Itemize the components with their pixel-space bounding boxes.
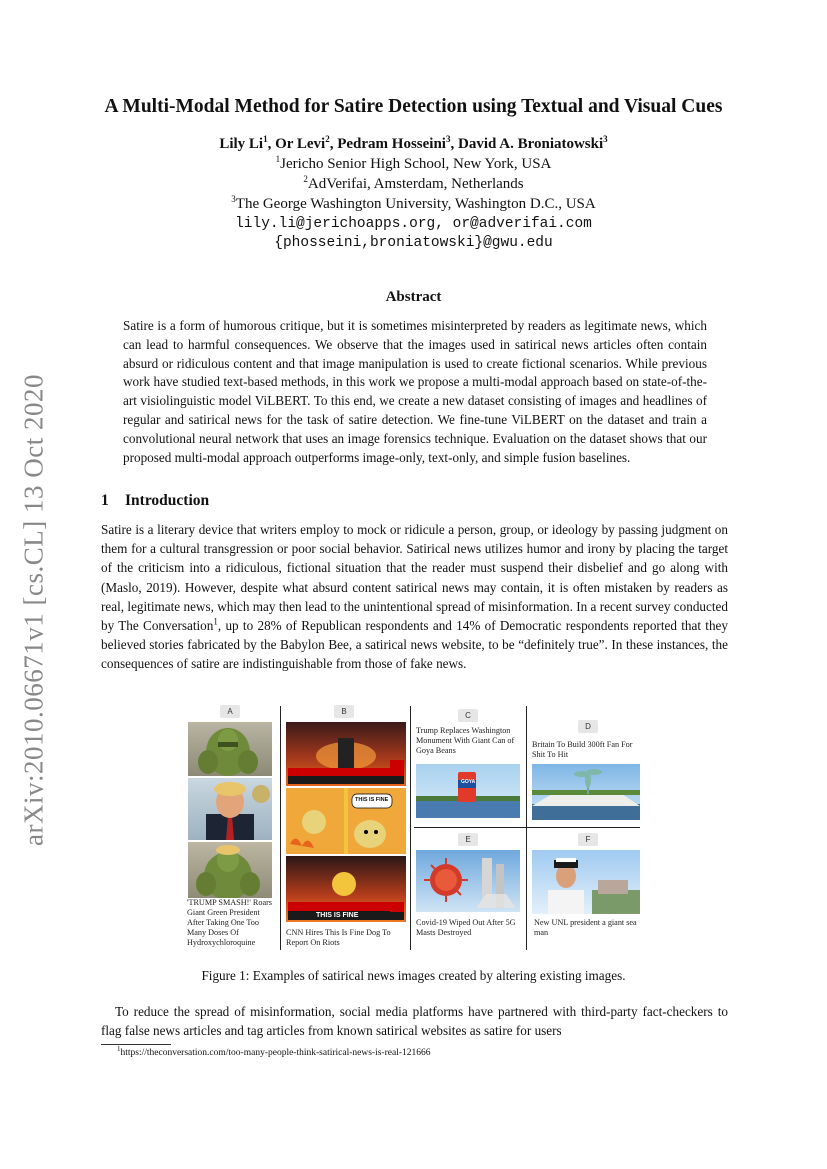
email-line-1: lily.li@jerichoapps.org, or@adverifai.com <box>235 216 592 232</box>
affiliation-3: $^3$The George Washington University, Washington D.C., USA <box>231 194 596 212</box>
section-number: 1 <box>101 492 109 509</box>
paper-title: A Multi-Modal Method for Satire Detection using Textual and Visual Cues <box>104 96 723 117</box>
body-paragraph: To reduce the spread of misinformation, social media platforms have partnered with third-party fact-checkers to flag false news articles and tag articles from known satirical websites as satire for users <box>101 1004 728 1039</box>
author-name: Pedram Hosseini <box>337 136 446 152</box>
email-line-2: {phosseini,broniatowski}@gwu.edu <box>274 235 553 251</box>
arxiv-stamp-text: arXiv:2010.06671v1 [cs.CL] 13 Oct 2020 <box>18 374 49 846</box>
chyron-text: THIS IS FINE <box>316 912 359 919</box>
panel-caption: Covid-19 Wiped Out After 5G Masts Destroyed <box>416 918 516 937</box>
this-is-fine-comic <box>286 788 406 854</box>
trump-image <box>188 778 272 840</box>
can-label: GOYA <box>461 779 476 785</box>
fine-dog-news-image <box>286 856 406 922</box>
footnote: $^1$https://theconversation.com/too-many-people-think-satirical-news-is-real-121666 <box>117 1044 431 1058</box>
panel-caption: CNN Hires This Is Fine Dog To Report On Riots <box>286 928 391 947</box>
author-name: Lily Li <box>219 136 264 152</box>
hulk-trump-image <box>188 842 272 898</box>
affiliation-2: $^2$AdVerifai, Amsterdam, Netherlands <box>303 174 524 192</box>
figure-caption: Figure 1: Examples of satirical news images created by altering existing images. <box>201 968 626 983</box>
section-title: Introduction <box>125 492 210 509</box>
section-heading <box>101 492 209 510</box>
figure-1 <box>184 702 644 952</box>
panel-label: B <box>334 705 354 718</box>
panel-caption: Trump Replaces Washington Monument With Giant Can of Goya Beans <box>416 726 515 755</box>
sea-man-image <box>532 850 640 914</box>
abstract-heading: Abstract <box>385 289 442 305</box>
panel-e <box>414 830 526 950</box>
panel-caption: Britain To Build 300ft Fan For Shit To Hit <box>532 740 633 759</box>
panel-f <box>530 830 644 950</box>
comic-bubble-text: THIS IS FINE <box>355 797 389 803</box>
panel-label: D <box>578 720 598 733</box>
panel-a <box>184 702 276 952</box>
panel-caption: New UNL president a giant sea man <box>534 918 637 937</box>
affiliation-1: $^1$Jericho Senior High School, New York, USA <box>275 154 552 172</box>
intro-paragraph: Satire is a literary device that writers employ to mock or ridicule a person, group, or ideology by passing judgment on them for a cultural transgression or poor social behavior. Satirical news utilizes humor and irony by placing the target of the criticism into a ridiculous, fictional situation that the reader must suspend their disbelief and go along with (Maslo, 2019). However, despite what absurd content satirical news may contain, it is often mistaken by readers as real, legitimate news, which may then lead to the unintentional spread of misinformation. In a recent survey conducted by The Conversation$^1$, up to 28% of Republican respondents and 14% of Democratic respondents reported that they believed stories fabricated by the Babylon Bee, a satirical news website, to be “definitely true”. In these instances, the consequences of satire are indistinguishable from those of fake news. <box>101 522 728 672</box>
panel-caption: 'TRUMP SMASH!' Roars Giant Green President After Taking One Too Many Doses Of Hydroxychloroquine <box>187 898 272 947</box>
footnote-rule <box>101 1044 171 1045</box>
goya-monument-image <box>416 764 520 818</box>
panel-b <box>284 702 408 952</box>
abstract-text: Satire is a form of humorous critique, but it is sometimes misinterpreted by readers as legitimate news, which can lead to harmful consequences. We observe that the images used in satirical news articles often contain absurd or ridiculous content and that image manipulation is used to create fictional scenarios. While previous work have studied text-based methods, in this work we propose a multi-modal approach based on state-of-the-art visiolinguistic model ViLBERT. To this end, we create a new dataset consisting of images and headlines of regular and satirical news for the task of satire detection. We fine-tune ViLBERT on the dataset and train a convolutional neural network that uses an image forensics technique. Evaluation on the dataset shows that our proposed multi-modal approach outperforms image-only, text-only, and simple fusion baselines. <box>123 318 707 465</box>
author-name: David A. Broniatowski <box>457 136 604 152</box>
footnote-url[interactable]: https://theconversation.com/too-many-people-think-satirical-news-is-real-121666 <box>120 1048 431 1058</box>
riot-news-image <box>286 722 406 786</box>
hulk-image <box>188 722 272 776</box>
panel-label: C <box>458 709 478 722</box>
panel-label: A <box>220 705 240 718</box>
author-list: Lily Li$^1$, Or Levi$^2$, Pedram Hosseini$^3$, David A. Broniatowski$^3$ <box>219 134 608 152</box>
panel-label: E <box>458 833 478 846</box>
author-name: Or Levi <box>275 136 326 152</box>
arxiv-stamp <box>14 370 54 850</box>
covid-5g-image <box>416 850 520 912</box>
fan-cliff-image <box>532 764 640 820</box>
panel-label: F <box>578 833 598 846</box>
